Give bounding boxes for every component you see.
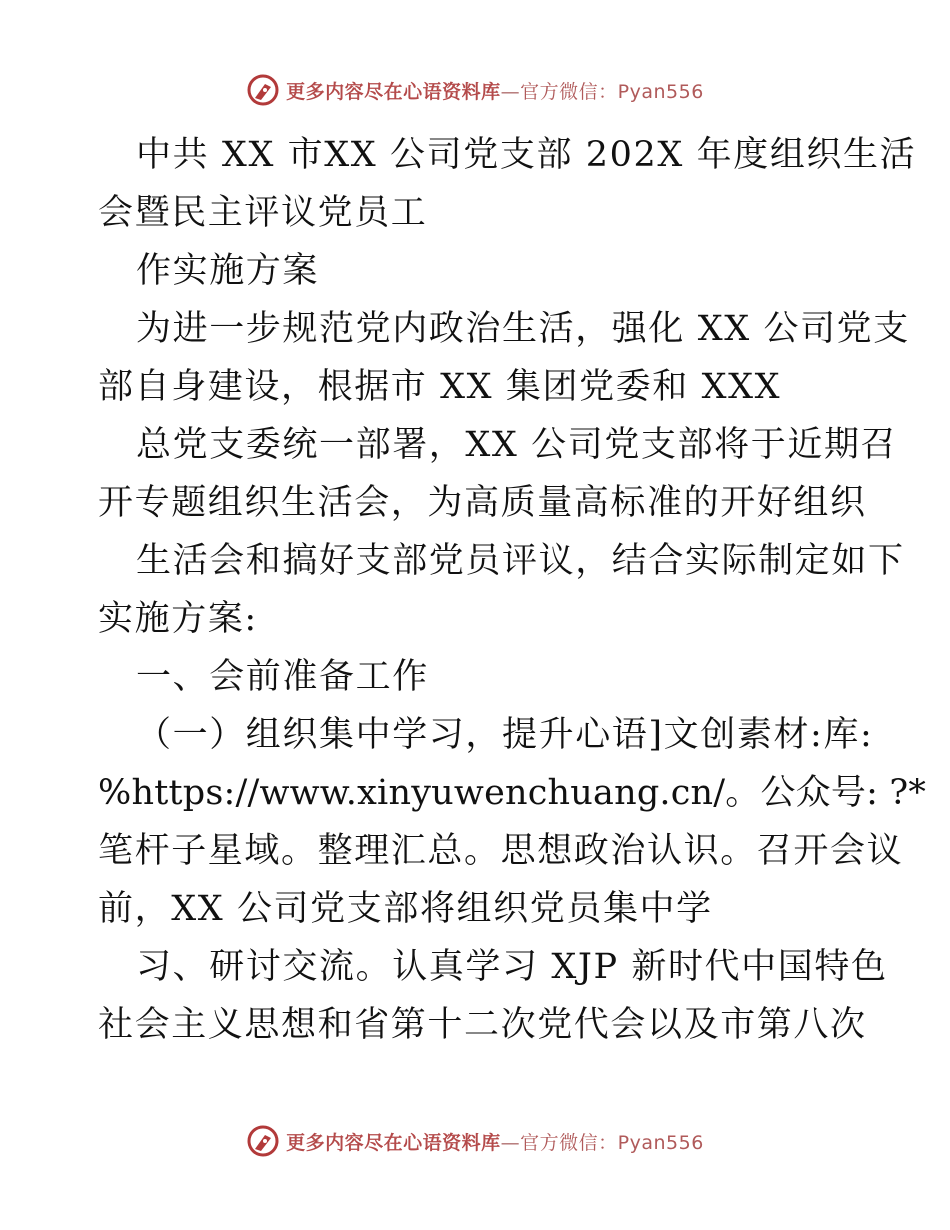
- pen-nib-logo-icon: [246, 1124, 280, 1158]
- paragraph-line: 部自身建设，根据市 XX 集团党委和 XXX: [98, 367, 782, 407]
- paragraph-line: 开专题组织生活会，为高质量高标准的开好组织: [98, 483, 867, 523]
- paragraph-line: 实施方案:: [98, 599, 258, 639]
- pen-nib-logo-icon: [246, 73, 280, 107]
- paragraph-line: 笔杆子星域。整理汇总。思想政治认识。召开会议: [98, 831, 904, 871]
- watermark-lead: 更多内容尽在心语资料库: [286, 80, 501, 103]
- footer-watermark-text: [286, 1128, 704, 1155]
- watermark-wechat: 官方微信：Pyan556: [520, 80, 704, 103]
- header-watermark-text: [286, 77, 704, 104]
- footer-watermark-banner: [0, 1121, 950, 1161]
- paragraph-line: 前，XX 公司党支部将组织党员集中学: [98, 889, 713, 929]
- paragraph-line: 总党支委统一部署，XX 公司党支部将于近期召: [136, 425, 898, 465]
- watermark-dash: —: [500, 80, 521, 103]
- paragraph-line: 为进一步规范党内政治生活，强化 XX 公司党支: [136, 309, 910, 349]
- title-line-3: 作实施方案: [136, 251, 320, 291]
- watermark-dash: —: [500, 1131, 521, 1154]
- watermark-lead: 更多内容尽在心语资料库: [286, 1131, 501, 1154]
- title-line-2: 会暨民主评议党员工: [98, 193, 428, 233]
- document-body: [98, 126, 927, 1054]
- paragraph-line: 生活会和搞好支部党员评议，结合实际制定如下: [136, 541, 905, 581]
- paragraph-line: 习、研讨交流。认真学习 XJP 新时代中国特色: [136, 947, 888, 987]
- subsection-heading: （一）组织集中学习，提升心语]文创素材:库:: [136, 715, 874, 755]
- title-line-1: 中共 XX 市XX 公司党支部 202X 年度组织生活: [136, 135, 917, 175]
- header-watermark-banner: [0, 70, 950, 110]
- paragraph-line-url: %https://www.xinyuwenchuang.cn/。公众号: ?*: [98, 773, 927, 813]
- paragraph-line: 社会主义思想和省第十二次党代会以及市第八次: [98, 1005, 867, 1045]
- section-heading: 一、会前准备工作: [136, 657, 429, 697]
- watermark-wechat: 官方微信：Pyan556: [520, 1131, 704, 1154]
